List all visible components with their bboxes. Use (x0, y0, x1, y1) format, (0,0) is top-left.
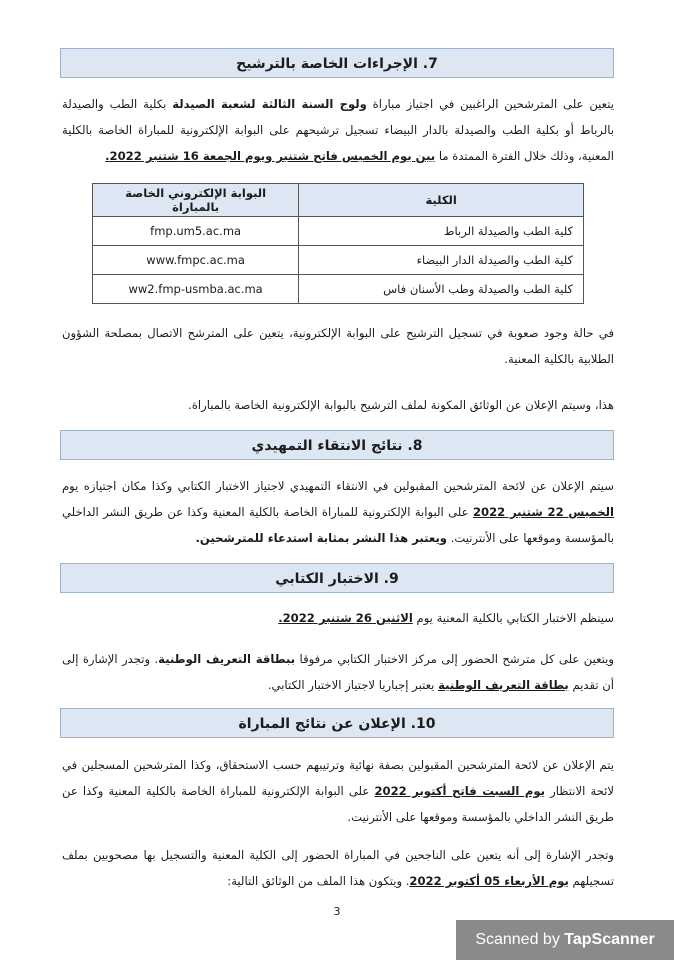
faculty-cell: كلية الطب والصيدلة الرباط (299, 217, 584, 246)
section-10-paragraph-2: وتجدر الإشارة إلى أنه يتعين على الناجحين في المباراة الحضور إلى الكلية المعنية والتسجيل بها مصحوبين بملف تسجيلهم يوم الأربعاء 05 أكتوبر 2022. ويتكون هذا الملف من الوثائق التالية: (62, 848, 614, 888)
faculty-cell: كلية الطب والصيدلة وطب الأسنان فاس (299, 275, 584, 304)
section-9-paragraph-1: سينظم الاختبار الكتابي بالكلية المعنية يوم الاثنين 26 شتنبر 2022. (278, 611, 614, 625)
section-10-paragraph-1: يتم الإعلان عن لائحة المترشحين المقبولين بصفة نهائية وترتيبهم حسب الاستحقاق، وكذا المترشحين المسجلين في لائحة الانتظار يوم السبت فاتح أكتوبر 2022 على البوابة الإلكترونية للمباراة الخاصة بالكلية المعنية وكذا عن طريق النشر الداخلي بالمؤسسة وموقعها على الأنترنيت. (62, 758, 615, 824)
faculty-cell: كلية الطب والصيدلة الدار البيضاء (299, 246, 584, 275)
section-10-heading: 10. الإعلان عن نتائج المباراة (60, 708, 614, 738)
section-7-paragraph-3: هذا، وسيتم الإعلان عن الوثائق المكونة لملف الترشيح بالبوابة الإلكترونية الخاصة بالمباراة. (188, 398, 614, 412)
section-9-heading: 9. الاختبار الكتابي (60, 563, 614, 593)
section-7-heading: 7. الإجراءات الخاصة بالترشيح (60, 48, 614, 78)
section-8-heading: 8. نتائج الانتقاء التمهيدي (60, 430, 614, 460)
table-header-row (93, 184, 584, 217)
portal-url-cell: www.fmpc.ac.ma (93, 246, 299, 275)
table-row (93, 217, 584, 246)
portal-url-cell: fmp.um5.ac.ma (93, 217, 299, 246)
page-number: 3 (333, 905, 341, 918)
column-header-faculty: الكلية (299, 184, 584, 217)
column-header-portal: البوابة الإلكتروني الخاصة بالمباراة (93, 184, 299, 217)
table-row (93, 246, 584, 275)
section-7-paragraph-2: في حالة وجود صعوبة في تسجيل الترشيح على البوابة الإلكترونية، يتعين على المترشح الاتصال بمصلحة الشؤون الطلابية بالكلية المعنية. (62, 326, 614, 366)
section-8-paragraph: سيتم الإعلان عن لائحة المترشحين المقبولين في الانتقاء التمهيدي لاجتياز الاختبار الكتابي وكذا مكان اجتيازه يوم الخميس 22 شتنبر 2022 على البوابة الإلكترونية للمباراة الخاصة بالكلية المعنية وكذا عن طريق النشر الداخلي بالمؤسسة وموقعها على الأنترنيت. ويعتبر هذا النشر بمثابة استدعاء للمترشحين. (62, 479, 614, 545)
portal-url-cell: ww2.fmp-usmba.ac.ma (93, 275, 299, 304)
section-9-paragraph-2: ويتعين على كل مترشح الحضور إلى مركز الاختبار الكتابي مرفوقا ببطاقة التعريف الوطنية. وتجدر الإشارة إلى أن تقديم بطاقة التعريف الوطنية يعتبر إجباريا لاجتياز الاختبار الكتابي. (62, 652, 615, 692)
scanner-watermark: Scanned by TapScanner (456, 920, 674, 960)
faculty-portal-table (92, 183, 584, 304)
section-7-paragraph-1: يتعين على المترشحين الراغبين في اجتياز مباراة ولوج السنة الثالثة لشعبة الصيدلة بكلية الطب والصيدلة بالرباط أو بكلية الطب والصيدلة بالدار البيضاء تسجيل ترشيحهم على البوابة الإلكترونية للمباراة الخاصة بالكلية المعنية، وذلك خلال الفترة الممتدة ما بين يوم الخميس فاتح شتنبر ويوم الجمعة 16 شتنبر 2022. (62, 97, 614, 163)
table-row (93, 275, 584, 304)
